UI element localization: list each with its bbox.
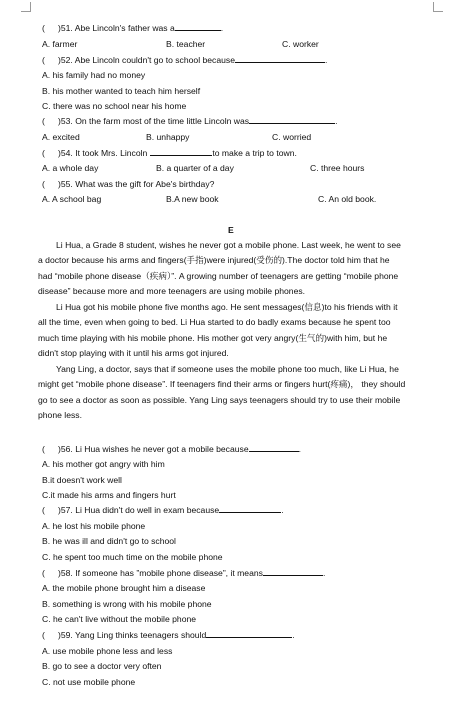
option-a: A. excited [42, 132, 80, 142]
question-56: ( )56. Li Hua wishes he never got a mobile because . [42, 444, 301, 454]
question-stem: )53. On the farm most of the time little Lincoln was [58, 116, 250, 126]
option-a: A. the mobile phone brought him a disease [42, 583, 206, 593]
options-53 [42, 131, 422, 143]
option-b: B. a quarter of a day [156, 163, 234, 173]
answer-blank [235, 54, 325, 63]
question-stem: )57. Li Hua didn't do well in exam because [58, 505, 220, 515]
option-a: A. he lost his mobile phone [42, 521, 146, 531]
passage-line: Li Hua got his mobile phone five months ago. He sent messages(信息)to his friends with it [56, 302, 398, 312]
option-b: B. go to see a doctor very often [42, 661, 162, 671]
passage-line: Li Hua, a Grade 8 student, wishes he never got a mobile phone. Last week, he went to see [56, 240, 401, 250]
passage-paragraph-2 [38, 300, 426, 362]
question-58: ( )58. If someone has ”mobile phone disease”, it means . [42, 568, 326, 578]
answer-blank [249, 115, 335, 124]
options-54 [42, 162, 422, 174]
section-title: E [228, 225, 234, 235]
option-a: A. A school bag [42, 194, 102, 204]
page-corner-mark [433, 2, 443, 12]
question-stem: )58. If someone has ”mobile phone disease”, it means [58, 568, 263, 578]
question-51: ( )51. Abe Lincoln's father was a . [42, 23, 224, 33]
question-stem: )56. Li Hua wishes he never got a mobile because [58, 444, 249, 454]
answer-blank [150, 147, 212, 156]
passage-line: go to see a doctor as soon as possible. Yang Ling says teenagers should try to use their mobile [38, 394, 401, 405]
question-stem: )52. Abe Lincoln couldn't go to school because [58, 55, 235, 65]
option-b: B.A new book [166, 194, 219, 204]
option-c: C. worried [272, 132, 312, 142]
passage-paragraph-1 [38, 238, 426, 300]
question-55: ( )55. What was the gift for Abe's birthday? [42, 179, 215, 189]
option-c: C. three hours [310, 163, 365, 173]
options-55 [42, 193, 422, 205]
option-b: B. unhappy [146, 132, 190, 142]
option-b: B. teacher [166, 39, 206, 49]
option-c: C. there was no school near his home [42, 101, 187, 111]
option-b: B.it doesn't work well [42, 475, 122, 485]
option-c: C. he spent too much time on the mobile phone [42, 552, 223, 562]
question-57: ( )57. Li Hua didn't do well in exam because . [42, 505, 284, 515]
passage-line: much time playing with his mobile phone. His mother got very angry(生气的)with him, but he [38, 332, 388, 343]
question-stem: )55. What was the gift for Abe's birthday? [58, 179, 215, 189]
option-a: A. a whole day [42, 163, 99, 173]
options-51 [42, 38, 422, 50]
option-b: B. he was ill and didn't go to school [42, 536, 176, 546]
option-c: C. not use mobile phone [42, 677, 136, 687]
answer-blank [263, 567, 323, 576]
option-b: B. his mother wanted to teach him herself [42, 86, 201, 96]
answer-blank [206, 629, 292, 638]
question-54: ( )54. It took Mrs. Lincoln to make a trip to town. [42, 148, 297, 158]
passage-line: might get “mobile phone disease”. If teenagers find their arms or fingers hurt(疼痛)， they should [38, 379, 406, 390]
question-stem: )54. It took Mrs. Lincoln [58, 148, 148, 158]
option-c: C. worker [282, 39, 319, 49]
passage-line: disease” because more and more teenagers are using mobile phones. [38, 286, 306, 297]
passage-line: phone less. [38, 410, 82, 421]
answer-blank [249, 443, 299, 452]
option-a: A. farmer [42, 39, 78, 49]
answer-blank [175, 22, 221, 31]
passage-line: all the time, even when going to bed. Li Hua started to do badly exams because he spent too [38, 317, 391, 328]
page-corner-mark [21, 2, 31, 12]
passage-line: didn't stop playing with it until his arms got injured. [38, 348, 229, 359]
question-52: ( )52. Abe Lincoln couldn't go to school because . [42, 55, 328, 65]
passage-line: a doctor because his arms and fingers(手指)were injured(受伤的).The doctor told him that he [38, 255, 390, 266]
question-53: ( )53. On the farm most of the time little Lincoln was . [42, 116, 338, 126]
question-stem: )59. Yang Ling thinks teenagers should [58, 630, 207, 640]
answer-blank [219, 504, 281, 513]
option-c: C. he can't live without the mobile phone [42, 614, 197, 624]
passage-line: Yang Ling, a doctor, says that if someone uses the mobile phone too much, like Li Hua, he [56, 364, 399, 374]
option-c: C. An old book. [318, 194, 377, 204]
option-a: A. use mobile phone less and less [42, 646, 173, 656]
question-59: ( )59. Yang Ling thinks teenagers should . [42, 630, 295, 640]
option-a: A. his family had no money [42, 70, 146, 80]
option-b: B. something is wrong with his mobile phone [42, 599, 212, 609]
passage-line: had “mobile phone disease（疾病）”. A growing number of teenagers are getting “mobile phone [38, 270, 399, 281]
passage-paragraph-3 [38, 362, 426, 424]
option-a: A. his mother got angry with him [42, 459, 165, 469]
option-c: C.it made his arms and fingers hurt [42, 490, 176, 500]
question-stem: )51. Abe Lincoln's father was a [58, 23, 175, 33]
